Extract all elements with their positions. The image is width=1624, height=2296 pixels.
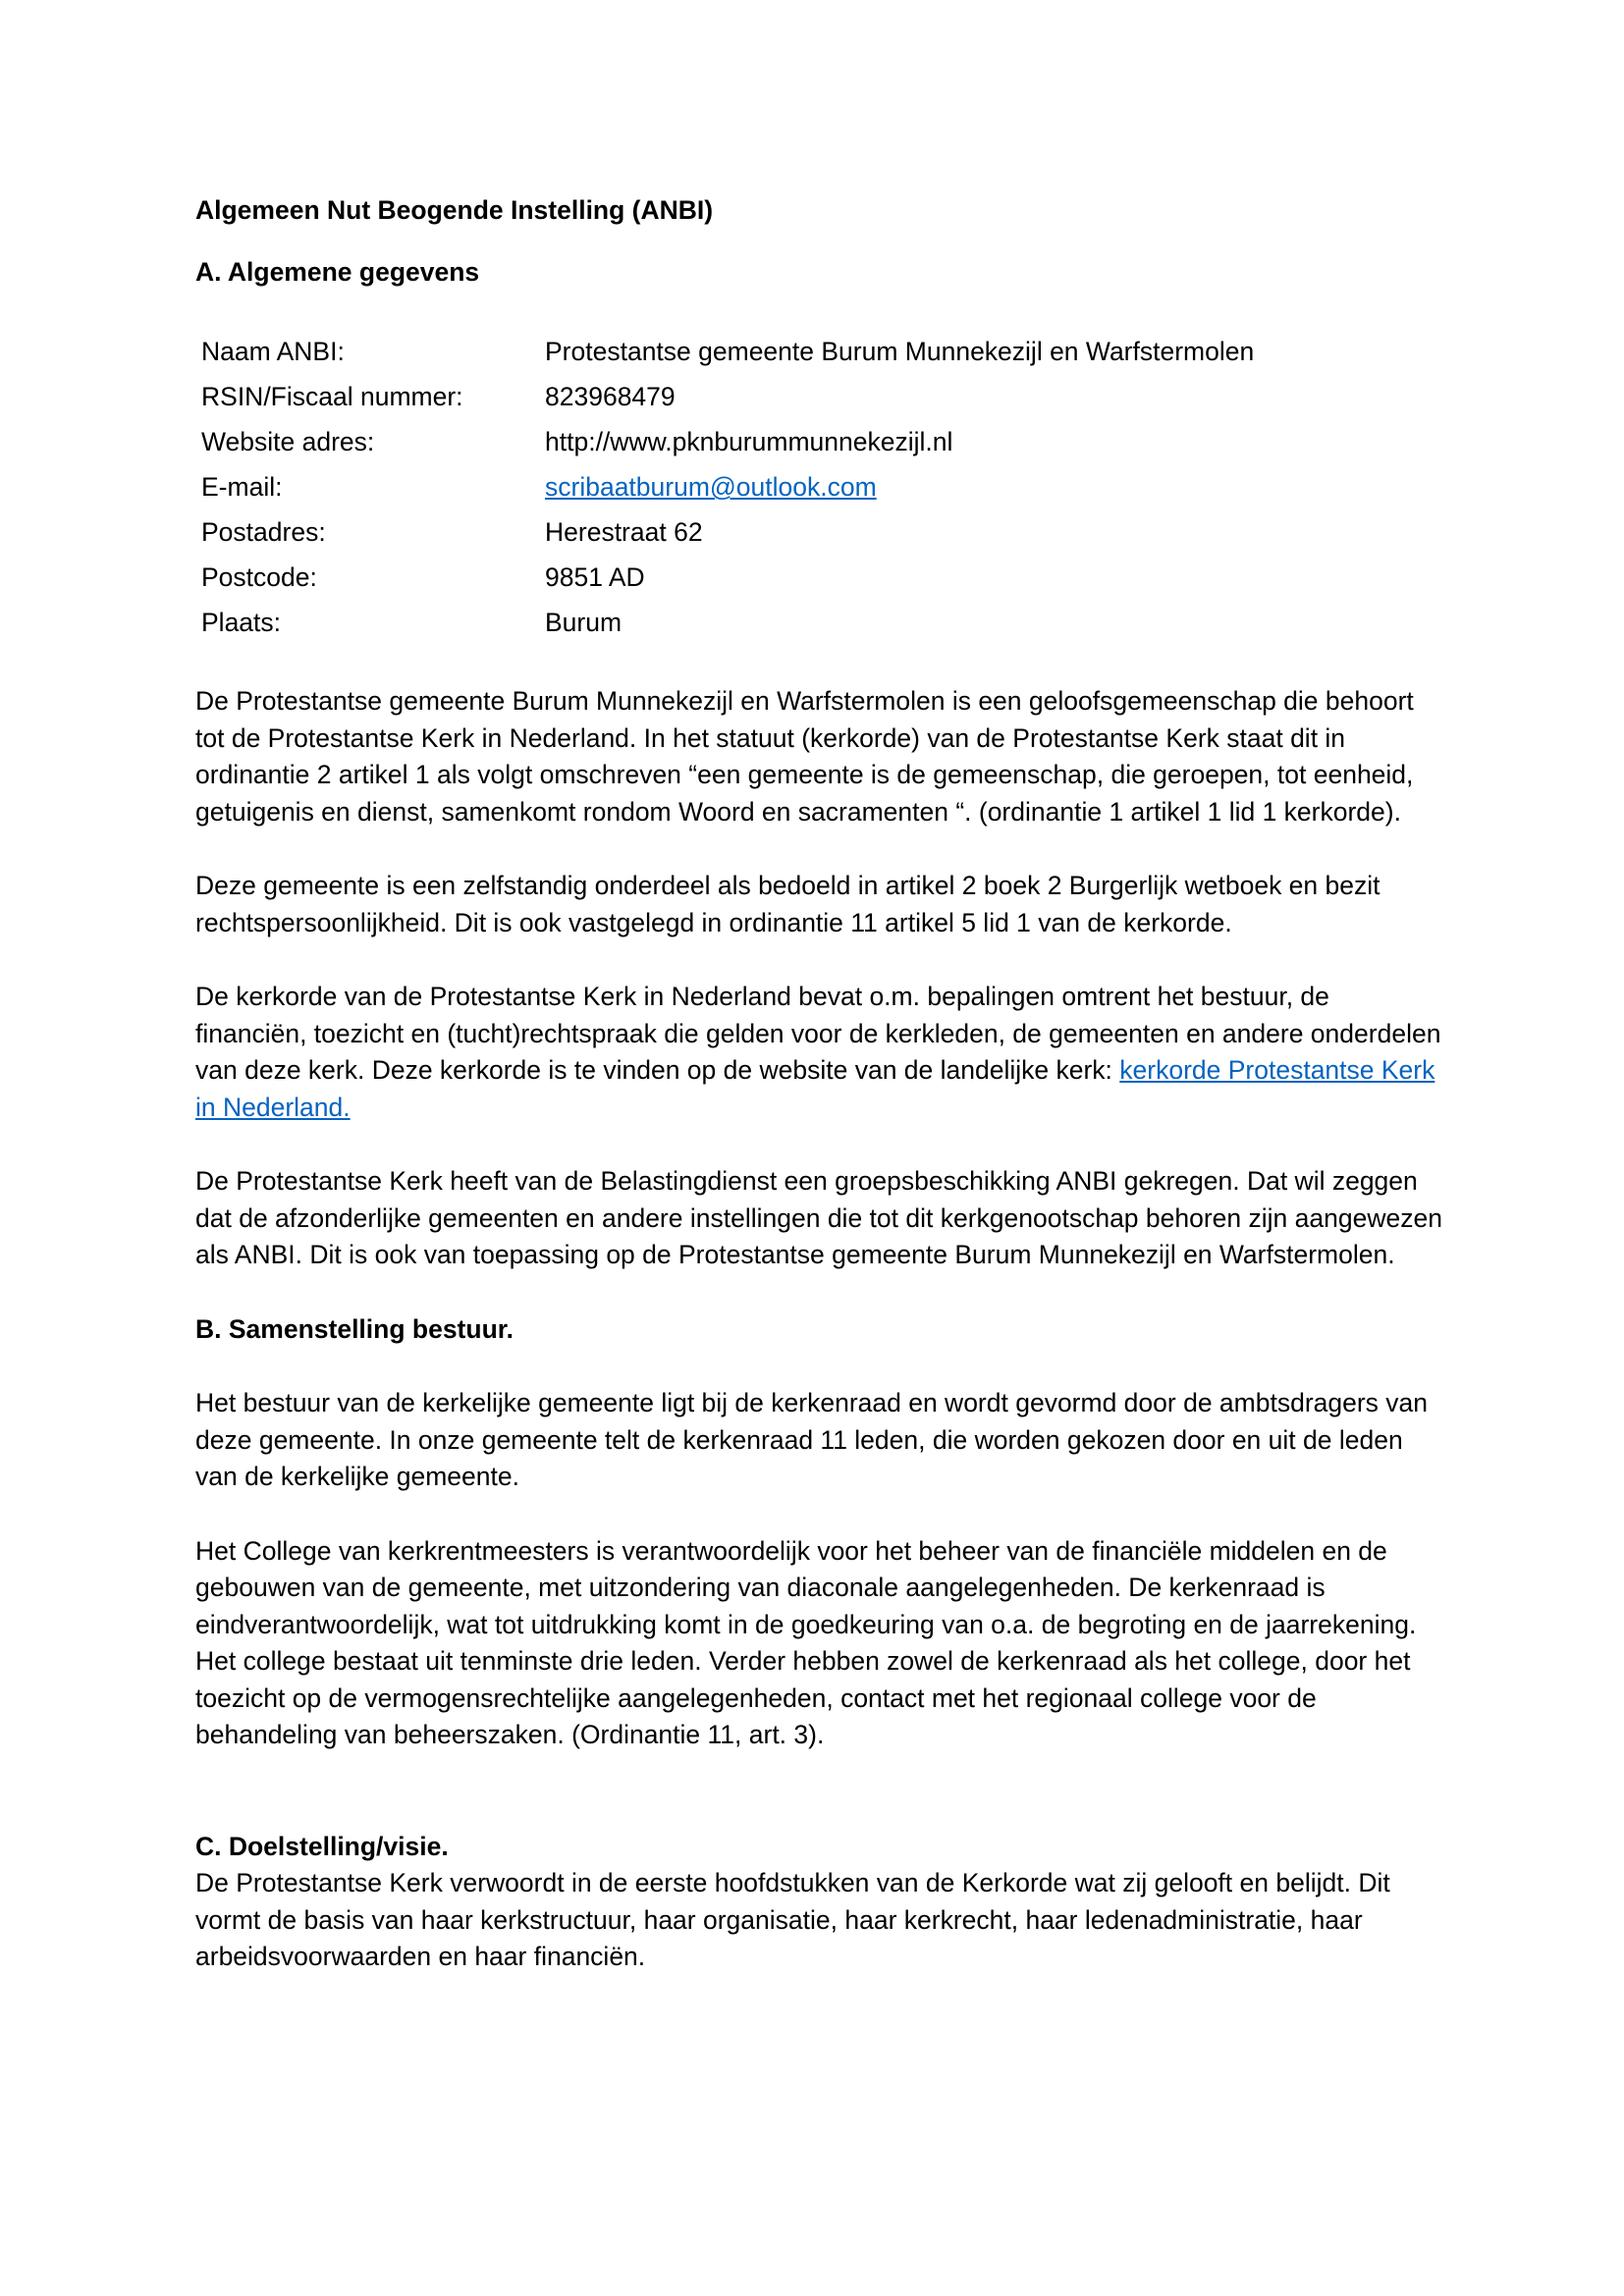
section-c-heading: C. Doelstelling/visie. [195,1831,449,1861]
section-b-heading: B. Samenstelling bestuur. [195,1313,514,1344]
section-a-paragraph-3-text: De kerkorde van de Protestantse Kerk in Nederland bevat o.m. bepalingen omtrent het bestuur, de financiën, toezicht en (tucht)rechtspraak die gelden voor de kerkleden, de gemeenten en andere onderdelen van deze kerk. Deze kerkorde is te vinden op de website van de landelijke kerk: [195,982,1441,1085]
section-a-paragraph-2: Deze gemeente is een zelfstandig onderdeel als bedoeld in artikel 2 boek 2 Burgerlijk wetboek en bezit rechtspersoonlijkheid. Dit is ook vastgelegd in ordinantie 11 artikel 5 lid 1 van de kerkorde. [195,871,1380,937]
info-value-email-cell [545,465,1254,510]
table-row [201,375,1254,420]
info-value-name: Protestantse gemeente Burum Munnekezijl en Warfstermolen [545,337,1255,367]
info-label-address: Postadres: [201,517,326,548]
general-info-table [201,330,1254,646]
table-row [201,510,1254,556]
spacer [195,941,1447,979]
document-title: Algemeen Nut Beogende Instelling (ANBI) [195,195,714,225]
section-a-heading: A. Algemene gegevens [195,256,480,287]
info-value-city: Burum [545,608,623,638]
info-value-postcode: 9851 AD [545,562,645,593]
section-b-paragraph-1: Het bestuur van de kerkelijke gemeente ligt bij de kerkenraad en wordt gevormd door de ambtsdragers van deze gemeente. In onze gemeente telt de kerkenraad 11 leden, die worden gekozen door en uit de leden van de kerkelijke gemeente. [195,1388,1429,1491]
table-row [201,601,1254,646]
info-label-city: Plaats: [201,608,282,638]
spacer [195,830,1447,868]
document-content [195,192,1447,1976]
section-a-paragraph-1: De Protestantse gemeente Burum Munnekezijl en Warfstermolen is een geloofsgemeenschap die behoort tot de Protestantse Kerk in Nederland. In het statuut (kerkorde) van de Protestantse Kerk staat dit in ordinantie 2 artikel 1 als volgt omschreven “een gemeente is de gemeenschap, die geroepen, tot eenheid, getuigenis en dienst, samenkomt rondom Woord en sacramenten “. (ordinantie 1 artikel 1 lid 1 kerkorde). [195,686,1414,827]
info-value-address: Herestraat 62 [545,517,703,548]
email-link[interactable]: scribaatburum@outlook.com [545,472,877,503]
spacer [195,1754,1447,1829]
table-row [201,465,1254,510]
info-label-website: Website adres: [201,427,375,457]
table-row [201,420,1254,465]
info-value-website: http://www.pknburummunnekezijl.nl [545,427,953,457]
info-label-email: E-mail: [201,472,283,503]
spacer [195,646,1447,683]
spacer [195,1274,1447,1311]
spacer [195,1496,1447,1533]
section-a-paragraph-3 [195,979,1447,1126]
spacer [195,1126,1447,1163]
info-label-postcode: Postcode: [201,562,317,593]
info-label-rsin: RSIN/Fiscaal nummer: [201,382,463,412]
spacer [195,1348,1447,1385]
section-c-paragraph-1: De Protestantse Kerk verwoordt in de eerste hoofdstukken van de Kerkorde wat zij gelooft en belijdt. Dit vormt de basis van haar kerkstructuur, haar organisatie, haar kerkrecht, haar ledenadministratie, haar arbeidsvoorwaarden en haar financiën. [195,1868,1390,1971]
info-label-name: Naam ANBI: [201,337,345,367]
kerkorde-link[interactable]: kerkorde Protestantse Kerk in Nederland. [195,1055,1435,1122]
section-b-paragraph-2: Het College van kerkrentmeesters is verantwoordelijk voor het beheer van de financiële middelen en de gebouwen van de gemeente, met uitzondering van diaconale aangelegenheden. De kerkenraad is eindverantwoordelijk, wat tot uitdrukking komt in de goedkeuring van o.a. de begroting en de jaarrekening. Het college bestaat uit tenminste drie leden. Verder hebben zowel de kerkenraad als het college, door het toezicht op de vermogensrechtelijke aangelegenheden, contact met het regionaal college voor de behandeling van beheerszaken. (Ordinantie 11, art. 3). [195,1535,1417,1749]
table-row [201,556,1254,601]
section-a-paragraph-4: De Protestantse Kerk heeft van de Belastingdienst een groepsbeschikking ANBI gekregen. Dat wil zeggen dat de afzonderlijke gemeenten en andere instellingen die tot dit kerkgenootschap behoren zijn aangewezen als ANBI. Dit is ook van toepassing op de Protestantse gemeente Burum Munnekezijl en Warfstermolen. [195,1166,1442,1269]
table-row [201,330,1254,375]
info-value-rsin: 823968479 [545,382,676,412]
